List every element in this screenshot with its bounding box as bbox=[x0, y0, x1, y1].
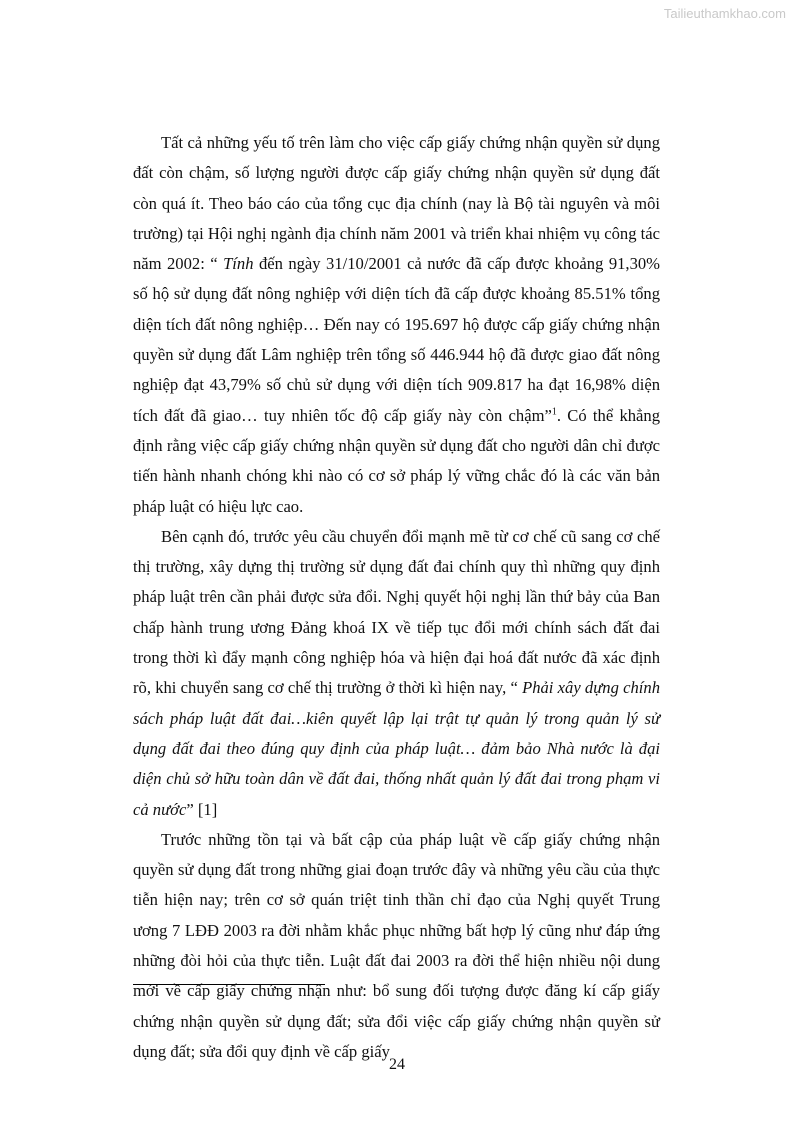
page-number: 24 bbox=[389, 1056, 405, 1073]
paragraph-2-text-before: Bên cạnh đó, trước yêu cầu chuyển đổi mạnh mẽ từ cơ chế cũ sang cơ chế thị trường, xây dựng thị trường sử dụng đất đai chính quy thì những quy định pháp luật trên cần phải được sửa đổi. Nghị quyết hội nghị lần thứ bảy của Ban chấp hành trung ương Đảng khoá IX về tiếp tục đổi mới chính sách đất đai trong thời kì đẩy mạnh công nghiệp hóa và hiện đại hoá đất nước đã xác định rõ, khi chuyển sang cơ chế thị trường ở thời kì hiện nay, “ bbox=[133, 526, 660, 698]
paragraph-3: Trước những tồn tại và bất cập của pháp luật về cấp giấy chứng nhận quyền sử dụng đất trong những giai đoạn trước đây và những yêu cầu của thực tiễn hiện nay; trên cơ sở quán triệt tinh thần chỉ đạo của Nghị quyết Trung ương 7 LĐĐ 2003 ra đời nhằm khắc phục những bất hợp lý cũng như đáp ứng những đòi hỏi của thực tiễn. Luật đất đai 2003 ra đời thể hiện nhiều nội dung mới về cấp giấy chứng nhận như: bổ sung đối tượng được đăng kí cấp giấy chứng nhận quyền sử dụng đất; sửa đổi việc cấp giấy chứng nhận quyền sử dụng đất; sửa đổi quy định về cấp giấy bbox=[133, 829, 660, 1061]
paragraph-1-text-after: . Có thể khẳng định rằng việc cấp giấy chứng nhận quyền sử dụng đất cho người dân chỉ được tiến hành nhanh chóng khi nào có cơ sở pháp lý vững chắc đó là các văn bản pháp luật có hiệu lực cao. bbox=[133, 405, 660, 516]
watermark: Tailieuthamkhao.com bbox=[663, 6, 786, 21]
paragraph-1-text-mid: đến ngày 31/10/2001 cả nước đã cấp được khoảng 91,30% số hộ sử dụng đất nông nghiệp với diện tích đã cấp được khoảng 85.51% tổng diện tích đất nông nghiệp… Đến nay có 195.697 hộ được cấp giấy chứng nhận quyền sử dụng đất Lâm nghiệp trên tổng số 446.944 hộ đã được giao đất nông nghiệp đạt 43,79% số chủ sử dụng với diện tích 909.817 ha đạt 16,98% diện tích đất đã giao… tuy nhiên tốc độ cấp giấy này còn chậm” bbox=[133, 254, 660, 425]
paragraph-1-text-before: Tất cả những yếu tố trên làm cho việc cấp giấy chứng nhận quyền sử dụng đất còn chậm, số lượng người được cấp giấy chứng nhận quyền sử dụng đất còn quá ít. Theo báo cáo của tổng cục địa chính (nay là Bộ tài nguyên và môi trường) tại Hội nghị ngành địa chính năm 2001 và triển khai nhiệm vụ công tác năm 2002: “ bbox=[133, 133, 660, 274]
document-body bbox=[133, 128, 660, 1067]
paragraph-2 bbox=[133, 522, 660, 825]
paragraph-1 bbox=[133, 128, 660, 522]
footnote-separator bbox=[133, 984, 325, 985]
paragraph-1-quote-italic: Tính bbox=[223, 254, 254, 274]
paragraph-2-quote-italic: Phải xây dựng chính sách pháp luật đất đai…kiên quyết lập lại trật tự quản lý trong quản lý sử dụng đất đai theo đúng quy định của pháp luật… đảm bảo Nhà nước là đại diện chủ sở hữu toàn dân về đất đai, thống nhất quản lý đất đai trong phạm vi cả nước bbox=[133, 678, 660, 819]
paragraph-2-text-after: ” [1] bbox=[186, 799, 218, 819]
footnote-mark[interactable]: 1 bbox=[551, 406, 557, 418]
